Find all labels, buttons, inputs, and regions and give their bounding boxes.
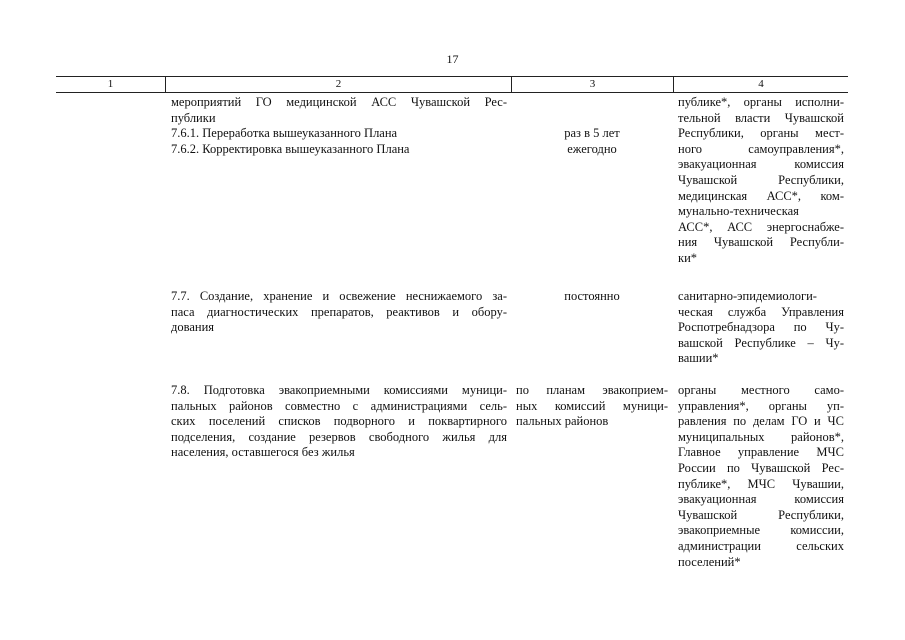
row-3-measure <box>171 383 507 461</box>
header-col-2: 2 <box>335 78 342 90</box>
text-line: населения, оставшегося без жилья <box>171 445 355 460</box>
text-line: санитарно-эпидемиологи- <box>678 289 817 303</box>
text-line: муниципальных районов*, <box>678 429 844 444</box>
text-line: ческая служба Управления <box>678 304 844 319</box>
text-line: администрации сельских <box>678 538 844 553</box>
row-2-responsible <box>678 289 844 367</box>
text-line: ки* <box>678 250 698 265</box>
text-line: 7.7. Создание, хранение и освежение неснижаемого за- <box>171 289 507 303</box>
text-line: публике*, МЧС Чувашии, <box>678 476 844 491</box>
text-line: пальных районов <box>516 414 609 429</box>
text-line: 7.8. Подготовка эвакоприемными комиссиями муници- <box>171 383 507 397</box>
text-line: вашии* <box>678 351 719 366</box>
text-line: управления*, органы уп- <box>678 398 844 413</box>
text-line: Республики, органы мест- <box>678 126 844 141</box>
text-line: вашской Республике – Чу- <box>678 335 844 350</box>
row-1-period <box>516 126 668 157</box>
text-line: публике*, органы исполни- <box>678 95 844 109</box>
text-line: раз в 5 лет <box>564 126 620 140</box>
text-line: ния Чувашской Республи- <box>678 235 844 250</box>
text-line: медицинская АСС*, ком- <box>678 188 844 203</box>
row-1-measure <box>171 95 507 157</box>
text-line: дования <box>171 320 215 335</box>
row-3-responsible <box>678 383 844 570</box>
text-line: мероприятий ГО медицинской АСС Чувашской Рес- <box>171 95 507 109</box>
text-line: 7.6.1. Переработка вышеуказанного Плана <box>171 126 398 141</box>
text-line: постоянно <box>564 289 620 303</box>
header-col-4: 4 <box>758 78 764 90</box>
text-line: Чувашской Республики, <box>678 172 844 187</box>
header-col-1: 1 <box>107 78 114 90</box>
text-line: пальных районов совместно с администрациями сель- <box>171 398 507 413</box>
page-number: 17 <box>446 52 459 66</box>
text-line: эвакуационная комиссия <box>678 492 844 507</box>
text-line: АСС*, АСС энергоснабже- <box>678 219 844 234</box>
text-line: органы местного само- <box>678 383 844 397</box>
text-line: равления по делам ГО и ЧС <box>678 414 844 429</box>
text-line: эвакуационная комиссия <box>678 157 844 172</box>
text-line: подселения, создание резервов свободного жилья для <box>171 429 507 444</box>
text-line: паса диагностических препаратов, реактивов и обору- <box>171 304 507 319</box>
text-line: ных комиссий муници- <box>516 398 668 413</box>
text-line: Главное управление МЧС <box>678 445 844 460</box>
text-line: ских поселений списков подворного и поквартирного <box>171 414 507 429</box>
row-2-measure <box>171 289 507 336</box>
text-line: ного самоуправления*, <box>678 141 844 156</box>
text-line: 7.6.2. Корректировка вышеуказанного Плана <box>171 141 410 156</box>
text-line: эвакоприемные комиссии, <box>678 523 844 538</box>
text-line: России по Чувашской Рес- <box>678 460 844 475</box>
text-line: ежегодно <box>567 141 617 156</box>
text-line: Чувашской Республики, <box>678 507 844 522</box>
row-1-responsible <box>678 95 844 267</box>
table-header <box>56 76 848 93</box>
text-line: по планам эвакоприем- <box>516 383 668 397</box>
text-line: поселений* <box>678 554 741 569</box>
row-2-period <box>516 289 668 305</box>
row-3-period <box>516 383 668 430</box>
text-line: тельной власти Чувашской <box>678 110 844 125</box>
text-line: публики <box>171 110 216 125</box>
text-line: мунально-техническая <box>678 204 799 219</box>
text-line: Роспотребнадзора по Чу- <box>678 320 844 335</box>
header-col-3: 3 <box>589 78 596 90</box>
